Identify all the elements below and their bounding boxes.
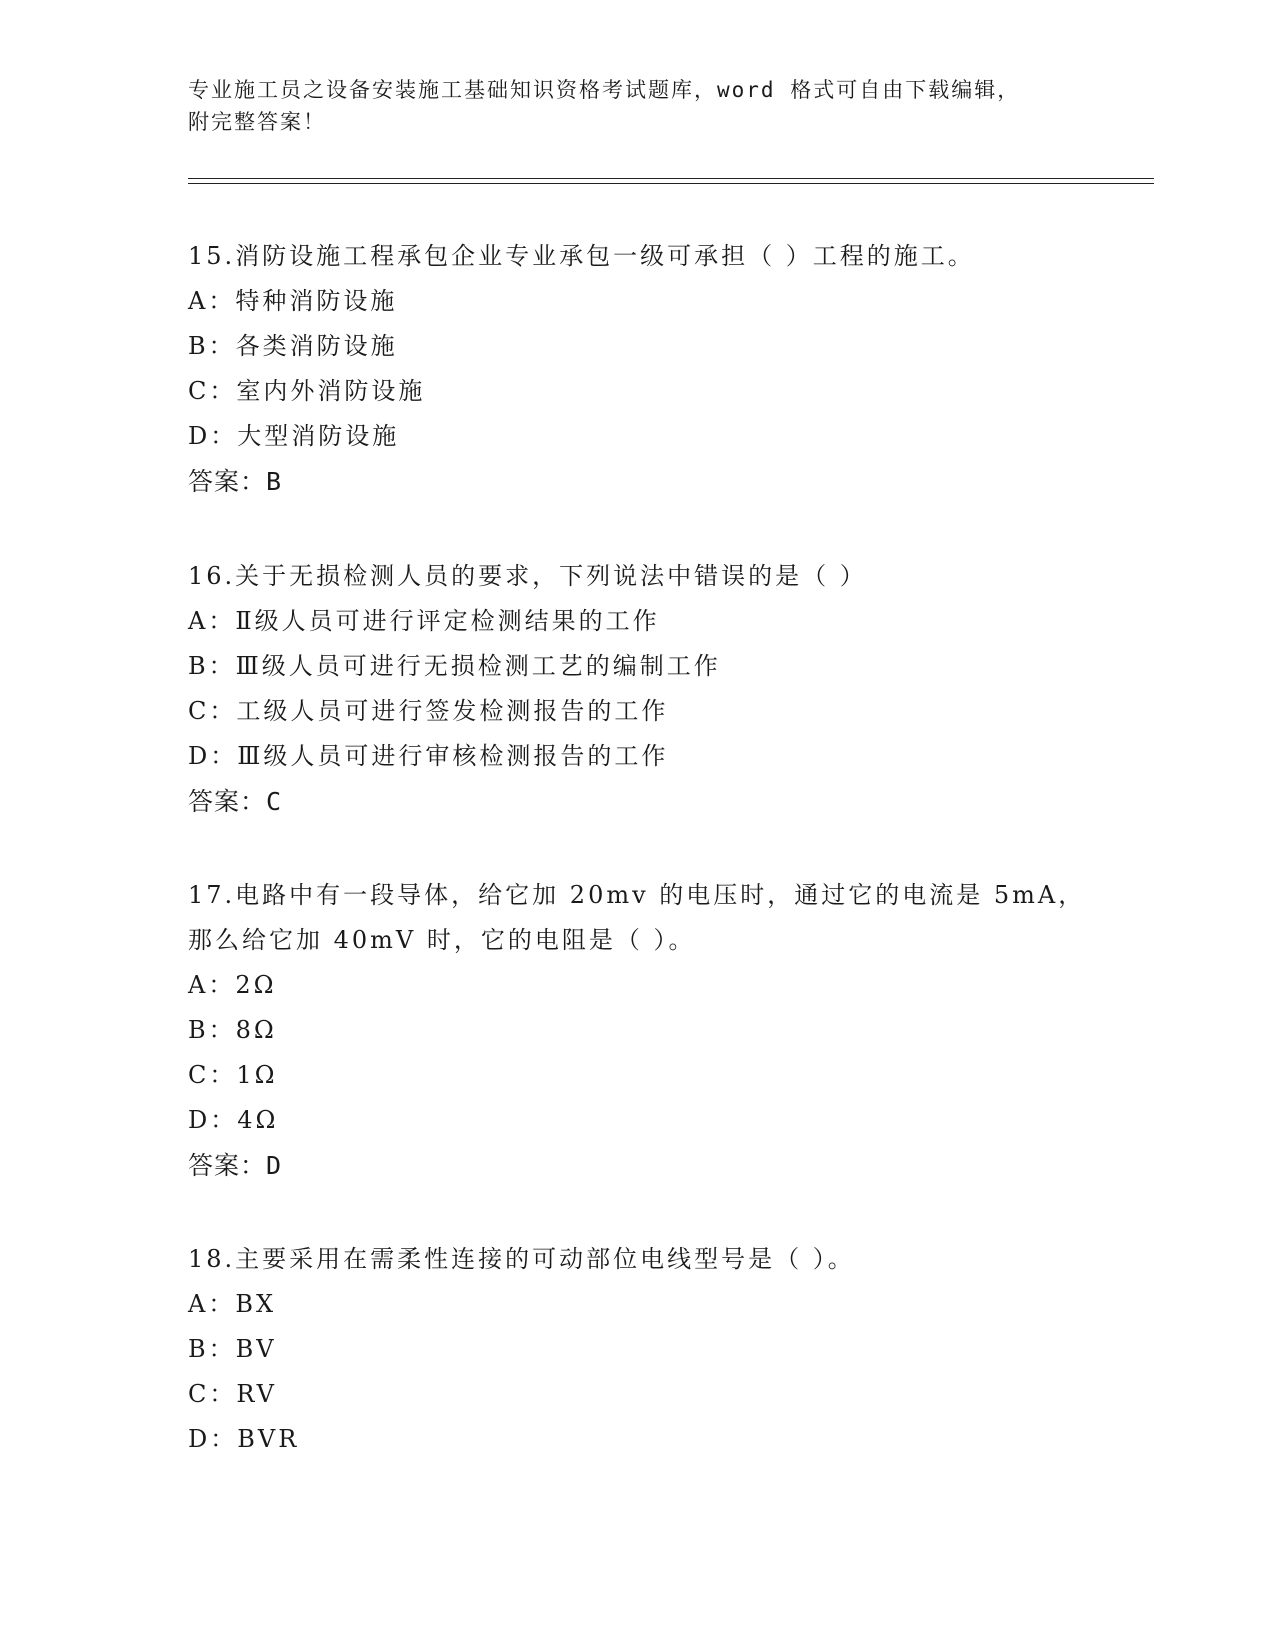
option-d: D：Ⅲ级人员可进行审核检测报告的工作: [188, 742, 669, 770]
question-stem-line-1: 17.电路中有一段导体，给它加 20mv 的电压时，通过它的电流是 5mA，: [188, 881, 1086, 909]
option-c: C：室内外消防设施: [188, 377, 426, 405]
question-stem: 16.关于无损检测人员的要求，下列说法中错误的是（ ）: [188, 562, 867, 590]
question-stem: 18.主要采用在需柔性连接的可动部位电线型号是（ ）。: [188, 1245, 855, 1273]
answer-label: 答案：: [188, 1151, 267, 1180]
answer-value: D: [266, 1151, 283, 1180]
option-c: C：RV: [188, 1380, 277, 1408]
question-16: [188, 554, 1108, 824]
answer-line: [188, 1143, 1108, 1188]
option-b: B：8Ω: [188, 1016, 277, 1044]
option-a: A：2Ω: [188, 971, 277, 999]
option-b: B：BV: [188, 1335, 277, 1363]
answer-label: 答案：: [188, 467, 267, 496]
question-15: [188, 234, 1108, 504]
option-a: A：BX: [188, 1290, 277, 1318]
option-d: D：大型消防设施: [188, 422, 400, 450]
answer-line: [188, 779, 1108, 824]
question-18: [188, 1237, 1108, 1462]
header-divider-top: [188, 178, 1154, 179]
header-line-1: 专业施工员之设备安装施工基础知识资格考试题库，word 格式可自由下载编辑，: [188, 78, 1021, 102]
answer-value: C: [266, 787, 283, 816]
option-b: B：各类消防设施: [188, 332, 398, 360]
header-divider-bottom: [188, 183, 1154, 184]
answer-value: B: [266, 467, 283, 496]
question-17: [188, 873, 1108, 1188]
option-c: C：工级人员可进行签发检测报告的工作: [188, 697, 669, 725]
question-stem: 15.消防设施工程承包企业专业承包一级可承担（ ）工程的施工。: [188, 242, 975, 270]
header-line-2: 附完整答案！: [188, 110, 326, 134]
option-d: D：BVR: [188, 1425, 300, 1453]
answer-line: [188, 459, 1108, 504]
document-header: [188, 74, 1068, 138]
option-a: A：Ⅱ级人员可进行评定检测结果的工作: [188, 607, 660, 635]
option-b: B：Ⅲ级人员可进行无损检测工艺的编制工作: [188, 652, 721, 680]
option-c: C：1Ω: [188, 1061, 278, 1089]
option-d: D：4Ω: [188, 1106, 279, 1134]
option-a: A：特种消防设施: [188, 287, 398, 315]
answer-label: 答案：: [188, 787, 267, 816]
question-stem-line-2: 那么给它加 40mV 时，它的电阻是（ ）。: [188, 926, 696, 954]
